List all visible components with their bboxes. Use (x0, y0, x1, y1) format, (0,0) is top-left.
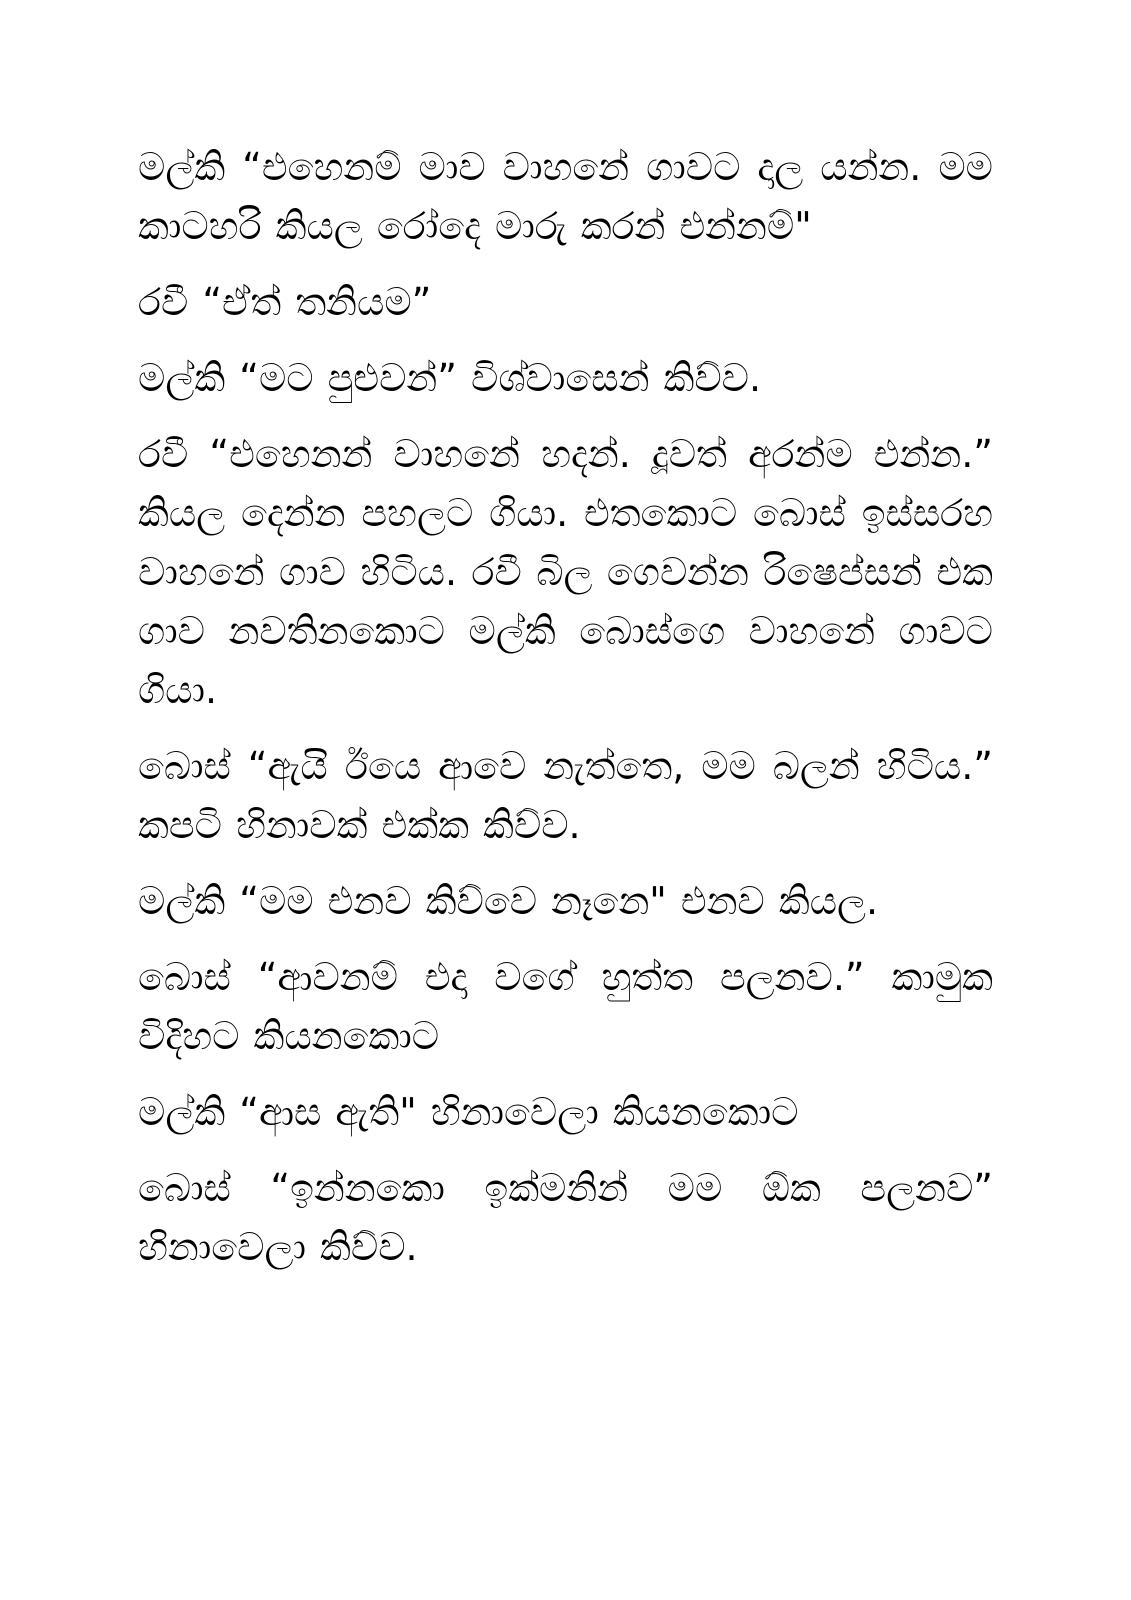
paragraph-4: රවී “එහෙනන් වාහනේ හදන්. දූවත් අරන්ම එන්න.” කියල දෙන්න පහලට ගියා. එතකොට බොස් ඉස්සරහ වාහනේ ගාව හිටිය. රවී බිල ගෙවන්න රිෂෙප්සන් එක ගාව නවතිනකොට මල්කි බොස්ගෙ වාහනේ ගාවට ගියා. (138, 432, 993, 712)
paragraph-2: රවී “ඒත් තනියම” (138, 280, 432, 324)
paragraph-1: මල්කි “එහෙනම් මාව වාහනේ ගාවට දාල යන්න. මම කාටහරි කියල රෝදෙ මාරු කරන් එන්නම්" (138, 145, 993, 248)
paragraph-5: බොස් “ඇයි ඊයෙ ආවෙ නැත්තෙ, මම බලන් හිටිය.” කපටි හිනාවක් එක්ක කිව්ව. (138, 744, 993, 847)
paragraph-6: මල්කි “මම එනව කිව්වෙ නෑනෙ" එනව කියල. (138, 879, 879, 923)
paragraph-3: මල්කි “මට පුළුවන්” විශ්වාසෙන් කිව්ව. (138, 356, 762, 400)
paragraph-9: බොස් “ඉන්නකො ඉක්මනින් මම ඕක පලනව” හිනාවෙලා කිව්ව. (138, 1166, 993, 1269)
paragraph-8: මල්කි “ආස ඇති" හිනාවෙලා කියනකොට (138, 1090, 799, 1134)
paragraph-7: බොස් “ආවනම් එදා වගේ හුත්ත පලනව.” කාමුක විදිහට කියනකොට (138, 955, 993, 1058)
